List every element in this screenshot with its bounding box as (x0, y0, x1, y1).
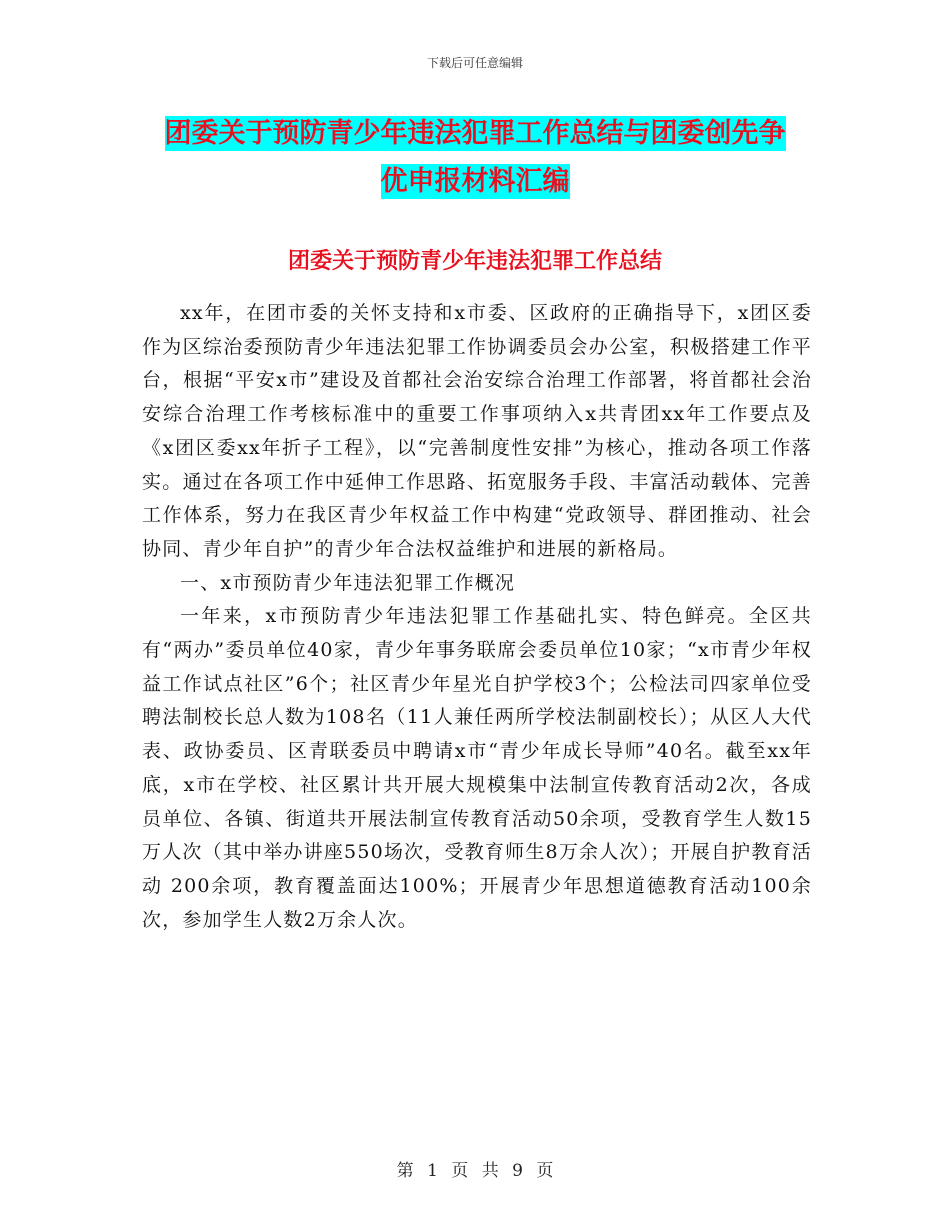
page-footer (0, 1156, 950, 1181)
section-title: 团委关于预防青少年违法犯罪工作总结 (287, 249, 662, 274)
footer-page-number: 1 (427, 1161, 438, 1181)
footer-gong: 共 (481, 1161, 499, 1181)
body-text (142, 297, 812, 937)
footer-di: 第 (396, 1161, 414, 1181)
title-line-2: 优申报材料汇编 (380, 166, 570, 197)
document-title (140, 110, 810, 206)
footer-ye: 页 (451, 1161, 469, 1181)
paragraph-intro: xx年，在团市委的关怀支持和x市委、区政府的正确指导下，x团区委作为区综治委预防青少年违法犯罪工作协调委员会办公室，积极搭建工作平台，根据“平安x市”建设及首都社会治安综合治理工作部署，将首都社会治安综合治理工作考核标准中的重要工作事项纳入x共青团xx年工作要点及《x团区委xx年折子工程》，以“完善制度性安排”为核心，推动各项工作落实。通过在各项工作中延伸工作思路、拓宽服务手段、丰富活动载体、完善工作体系，努力在我区青少年权益工作中构建“党政领导、群团推动、社会协同、青少年自护”的青少年合法权益维护和进展的新格局。 (142, 302, 812, 560)
paragraph-heading-1: 一、x市预防青少年违法犯罪工作概况 (180, 571, 516, 594)
footer-total-pages: 9 (512, 1161, 523, 1181)
paragraph-overview: 一年来，x市预防青少年违法犯罪工作基础扎实、特色鲜亮。全区共有“两办”委员单位40家，青少年事务联席会委员单位10家；“x市青少年权益工作试点社区”6个；社区青少年星光自护学校3个；公检法司四家单位受聘法制校长总人数为108名（11人兼任两所学校法制副校长）；从区人大代表、政协委员、区青联委员中聘请x市“青少年成长导师”40名。截至xx年底，x市在学校、社区累计共开展大规模集中法制宣传教育活动2次，各成员单位、各镇、街道共开展法制宣传教育活动50余项，受教育学生人数15万人次（其中举办讲座550场次，受教育师生8万余人次）；开展自护教育活动 200余项，教育覆盖面达100%；开展青少年思想道德教育活动100余次，参加学生人数2万余人次。 (142, 605, 812, 931)
title-line-1: 团委关于预防青少年违法犯罪工作总结与团委创先争 (164, 118, 786, 149)
header-note: 下载后可任意编辑 (426, 56, 523, 70)
footer-ye-2: 页 (536, 1161, 554, 1181)
